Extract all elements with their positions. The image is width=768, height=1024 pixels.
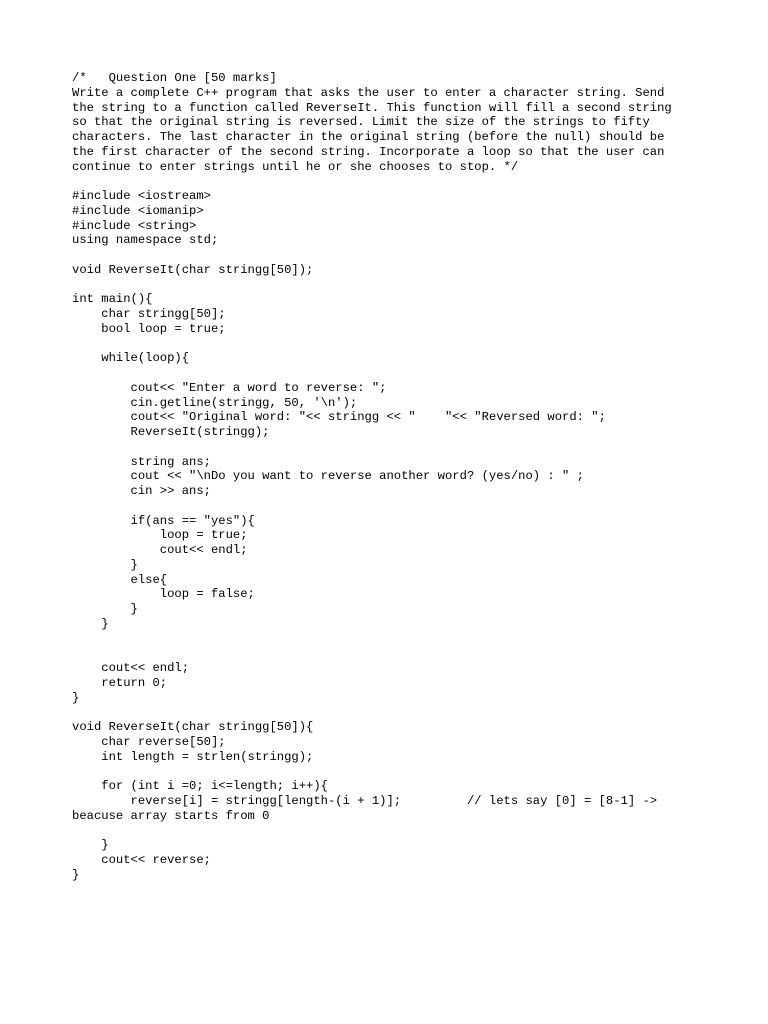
code-line: loop = false; — [72, 587, 255, 602]
code-line: #include <string> — [72, 218, 197, 233]
code-line: } — [72, 602, 138, 616]
code-line: } — [72, 690, 80, 705]
code-line — [72, 632, 732, 647]
code-line: char reverse[50]; — [72, 734, 226, 749]
code-line: cout<< "Enter a word to reverse: "; — [72, 380, 387, 395]
code-line: cin >> ans; — [72, 484, 211, 498]
code-line — [72, 499, 732, 514]
code-line: beacuse array starts from 0 — [72, 808, 270, 823]
code-line: /* Question One [50 marks] — [72, 71, 277, 85]
code-line: string ans; — [72, 454, 211, 469]
code-line — [72, 337, 732, 352]
code-line: loop = true; — [72, 528, 248, 543]
code-line: the string to a function called ReverseIt. This function will fill a second string — [72, 100, 672, 115]
code-line — [72, 366, 732, 381]
code-line: reverse[i] = stringg[length-(i + 1)]; // lets say [0] = [8-1] -> — [72, 793, 658, 808]
code-line — [72, 174, 732, 189]
code-line — [72, 764, 732, 779]
code-line — [72, 440, 732, 455]
code-line: cout<< "Original word: "<< stringg << " "<< "Reversed word: "; — [72, 410, 606, 425]
code-line: if(ans == "yes"){ — [72, 513, 255, 528]
code-line — [72, 278, 732, 293]
code-line: bool loop = true; — [72, 321, 226, 336]
code-line: void ReverseIt(char stringg[50]){ — [72, 720, 314, 734]
code-line — [72, 705, 732, 720]
code-line: char stringg[50]; — [72, 307, 226, 321]
code-line: } — [72, 838, 109, 852]
code-line: cout<< reverse; — [72, 852, 211, 867]
code-line: Write a complete C++ program that asks the user to enter a character string. Send — [72, 85, 665, 100]
code-line: #include <iomanip> — [72, 203, 204, 218]
code-line: } — [72, 616, 109, 631]
code-line: using namespace std; — [72, 233, 219, 248]
code-line: else{ — [72, 572, 168, 587]
code-line: while(loop){ — [72, 351, 190, 366]
code-line: #include <iostream> — [72, 189, 211, 203]
code-listing — [72, 71, 732, 882]
code-line: so that the original string is reversed. Limit the size of the strings to fifty — [72, 115, 650, 130]
code-line: int main(){ — [72, 292, 153, 307]
code-line: cout<< endl; — [72, 543, 248, 557]
code-line: for (int i =0; i<=length; i++){ — [72, 779, 328, 793]
code-line: int length = strlen(stringg); — [72, 749, 314, 764]
code-line — [72, 248, 732, 263]
code-line: } — [72, 557, 138, 572]
code-line: continue to enter strings until he or she chooses to stop. */ — [72, 159, 519, 174]
code-line: return 0; — [72, 675, 168, 690]
code-line: } — [72, 867, 80, 882]
code-line — [72, 823, 732, 838]
code-line: cout<< endl; — [72, 661, 190, 675]
code-line: void ReverseIt(char stringg[50]); — [72, 262, 314, 277]
code-line: characters. The last character in the original string (before the null) should be — [72, 130, 665, 144]
code-line — [72, 646, 732, 661]
code-line: cout << "\nDo you want to reverse another word? (yes/no) : " ; — [72, 469, 584, 484]
code-line: cin.getline(stringg, 50, '\n'); — [72, 395, 358, 410]
code-line: ReverseIt(stringg); — [72, 425, 270, 439]
code-line: the first character of the second string. Incorporate a loop so that the user can — [72, 144, 665, 159]
